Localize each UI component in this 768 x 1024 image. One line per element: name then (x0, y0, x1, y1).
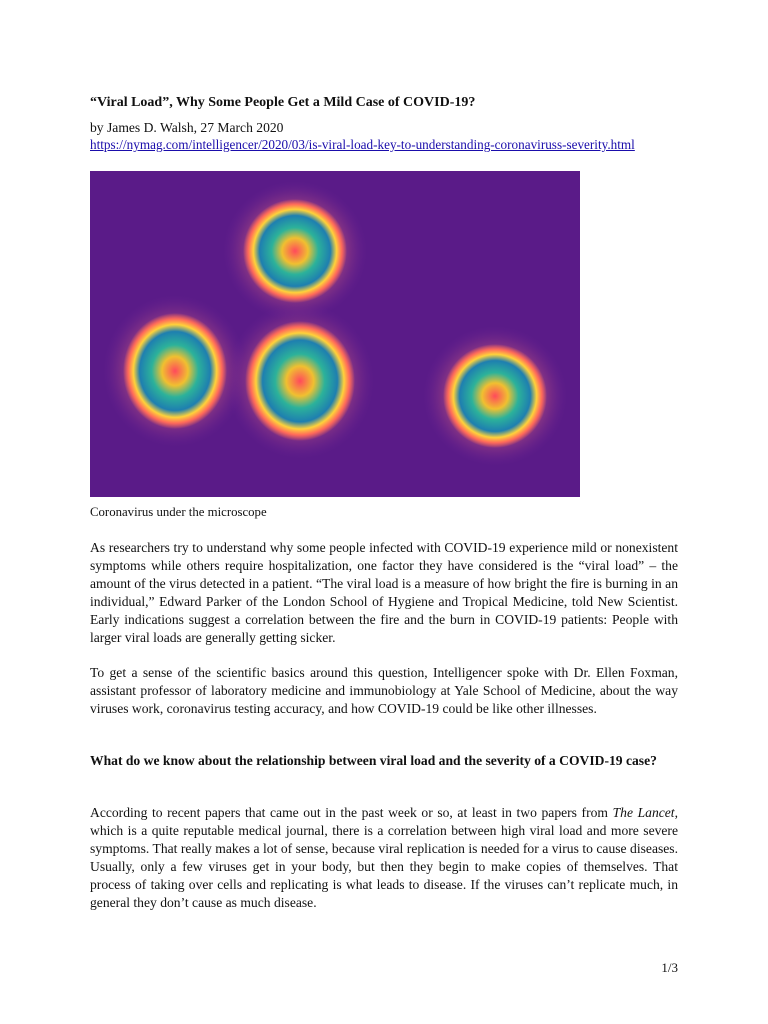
article-byline: by James D. Walsh, 27 March 2020 (90, 120, 284, 135)
interview-question: What do we know about the relationship between viral load and the severity of a COVID-19 case? (90, 753, 657, 768)
body-paragraph-1: As researchers try to understand why some people infected with COVID-19 experience mild or nonexistent symptoms while others require hospitalization, one factor they have considered is the “viral load” – the amount of the virus detected in a patient. “The viral load is a measure of how bright the fire is burning in an individual,” Edward Parker of the London School of Hygiene and Tropical Medicine, told New Scientist. Early indications suggest a correlation between the fire and the burn in COVID-19 patients: People with larger viral loads are generally getting sicker. (90, 540, 678, 645)
virus-particle (243, 199, 347, 303)
paragraph-3-text-start: According to recent papers that came out in the past week or so, at least in two papers from (90, 805, 613, 820)
article-title: “Viral Load”, Why Some People Get a Mild Case of COVID-19? (90, 95, 476, 110)
journal-name: The Lancet (612, 805, 675, 820)
virus-particle (443, 344, 547, 448)
figure-caption: Coronavirus under the microscope (90, 505, 267, 519)
virus-particle (123, 313, 227, 429)
source-link[interactable]: https://nymag.com/intelligencer/2020/03/is-viral-load-key-to-understanding-coronaviruss-severity.html (90, 137, 635, 152)
body-paragraph-2: To get a sense of the scientific basics around this question, Intelligencer spoke with Dr. Ellen Foxman, assistant professor of laboratory medicine and immunobiology at Yale School of Medicine, about the way viruses work, coronavirus testing accuracy, and how COVID-19 could be like other illnesses. (90, 665, 678, 716)
virus-particle (245, 321, 355, 441)
body-paragraph-3 (90, 804, 678, 912)
page-number: 1/3 (661, 960, 678, 975)
paragraph-3-text-end: , which is a quite reputable medical journal, there is a correlation between high viral load and more severe symptoms. That really makes a lot of sense, because viral replication is needed for a virus to cause diseases. Usually, only a few viruses get in your body, but then they begin to make copies of themselves. That process of taking over cells and replicating is what leads to disease. If the viruses can’t replicate much, in general they don’t cause as much disease. (90, 805, 678, 910)
microscope-image (90, 171, 580, 497)
virus-illustration (90, 171, 580, 497)
